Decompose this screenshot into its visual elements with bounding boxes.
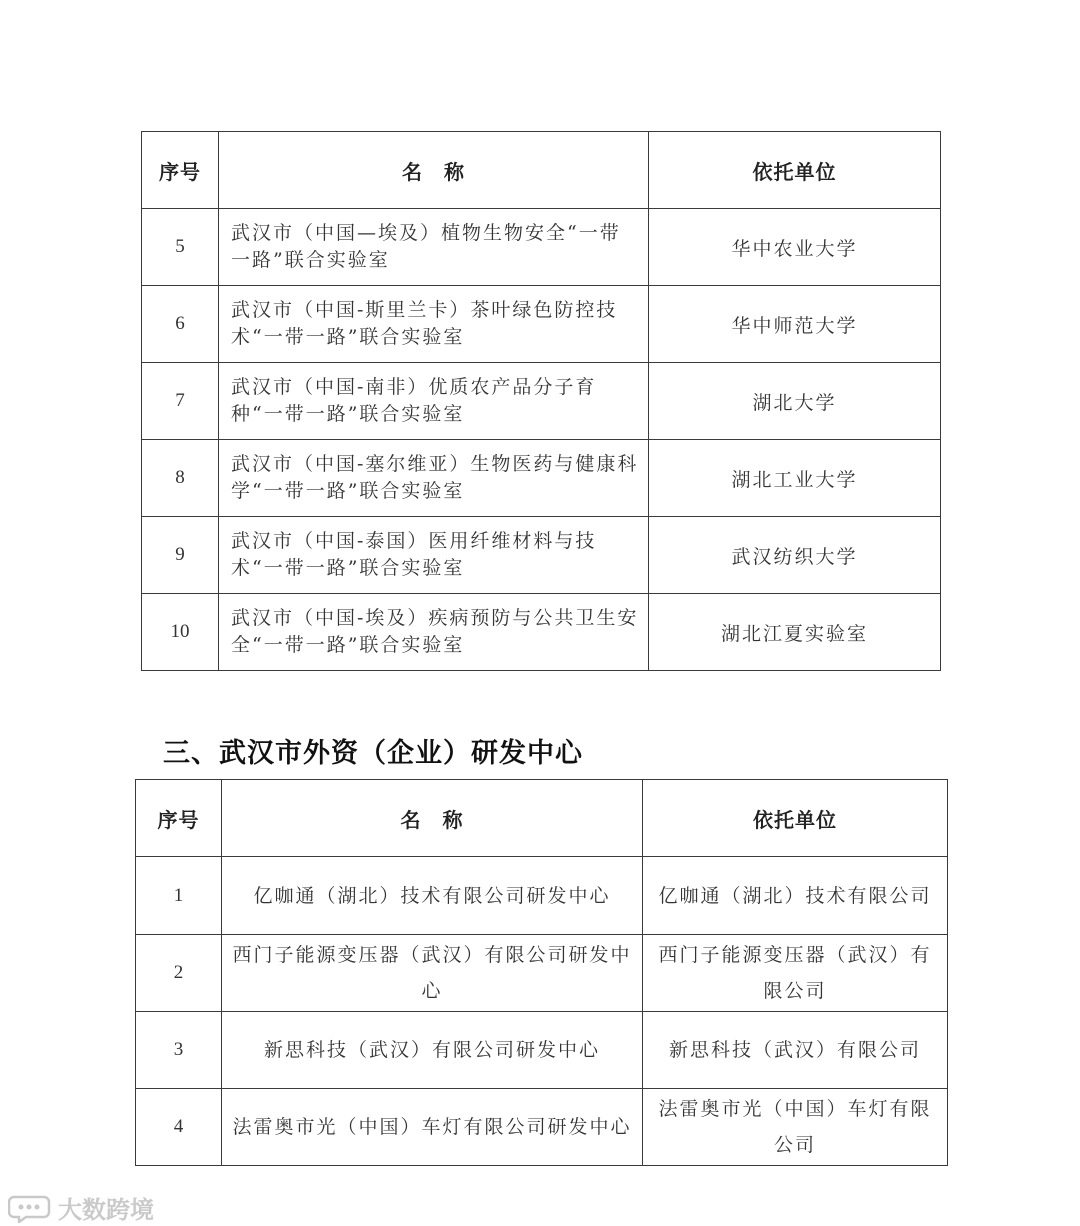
row-no: 3 bbox=[136, 1012, 222, 1089]
row-no: 1 bbox=[136, 857, 222, 935]
row-unit: 华中师范大学 bbox=[649, 286, 941, 363]
table-row bbox=[142, 440, 941, 517]
row-unit: 新思科技（武汉）有限公司 bbox=[643, 1012, 948, 1089]
row-name: 法雷奥市光（中国）车灯有限公司研发中心 bbox=[222, 1089, 643, 1166]
row-name: 新思科技（武汉）有限公司研发中心 bbox=[222, 1012, 643, 1089]
header-unit: 依托单位 bbox=[643, 780, 948, 857]
row-unit: 湖北江夏实验室 bbox=[649, 594, 941, 671]
row-no: 5 bbox=[142, 209, 219, 286]
row-name: 武汉市（中国-泰国）医用纤维材料与技术“一带一路”联合实验室 bbox=[219, 517, 649, 594]
row-name: 武汉市（中国-斯里兰卡）茶叶绿色防控技术“一带一路”联合实验室 bbox=[219, 286, 649, 363]
row-no: 2 bbox=[136, 935, 222, 1012]
row-unit: 西门子能源变压器（武汉）有限公司 bbox=[643, 935, 948, 1012]
header-unit: 依托单位 bbox=[649, 132, 941, 209]
row-unit: 湖北大学 bbox=[649, 363, 941, 440]
lab-table bbox=[141, 131, 941, 671]
row-no: 4 bbox=[136, 1089, 222, 1166]
row-name: 武汉市（中国-埃及）疾病预防与公共卫生安全“一带一路”联合实验室 bbox=[219, 594, 649, 671]
header-name: 名 称 bbox=[222, 780, 643, 857]
row-no: 6 bbox=[142, 286, 219, 363]
row-no: 8 bbox=[142, 440, 219, 517]
table-row bbox=[136, 1089, 948, 1166]
table-row bbox=[142, 363, 941, 440]
table-row bbox=[142, 594, 941, 671]
row-no: 7 bbox=[142, 363, 219, 440]
row-unit: 湖北工业大学 bbox=[649, 440, 941, 517]
header-name: 名 称 bbox=[219, 132, 649, 209]
header-no: 序号 bbox=[136, 780, 222, 857]
table-row bbox=[142, 517, 941, 594]
row-unit: 法雷奥市光（中国）车灯有限公司 bbox=[643, 1089, 948, 1166]
row-unit: 亿咖通（湖北）技术有限公司 bbox=[643, 857, 948, 935]
row-name: 亿咖通（湖北）技术有限公司研发中心 bbox=[222, 857, 643, 935]
row-name: 武汉市（中国-南非）优质农产品分子育种“一带一路”联合实验室 bbox=[219, 363, 649, 440]
watermark bbox=[8, 1190, 154, 1225]
header-no: 序号 bbox=[142, 132, 219, 209]
section-heading: 三、武汉市外资（企业）研发中心 bbox=[163, 738, 583, 769]
table-row bbox=[136, 1012, 948, 1089]
table-row bbox=[142, 209, 941, 286]
row-unit: 武汉纺织大学 bbox=[649, 517, 941, 594]
row-name: 武汉市（中国-塞尔维亚）生物医药与健康科学“一带一路”联合实验室 bbox=[219, 440, 649, 517]
row-no: 9 bbox=[142, 517, 219, 594]
row-no: 10 bbox=[142, 594, 219, 671]
row-name: 武汉市（中国—埃及）植物生物安全“一带一路”联合实验室 bbox=[219, 209, 649, 286]
table-row bbox=[136, 935, 948, 1012]
watermark-text: 大数跨境 bbox=[58, 1196, 154, 1224]
ellipsis-chat-logo-icon bbox=[8, 1193, 52, 1223]
row-name: 西门子能源变压器（武汉）有限公司研发中心 bbox=[222, 935, 643, 1012]
table-row bbox=[136, 857, 948, 935]
table-row bbox=[142, 286, 941, 363]
rd-center-table bbox=[135, 779, 948, 1166]
row-unit: 华中农业大学 bbox=[649, 209, 941, 286]
